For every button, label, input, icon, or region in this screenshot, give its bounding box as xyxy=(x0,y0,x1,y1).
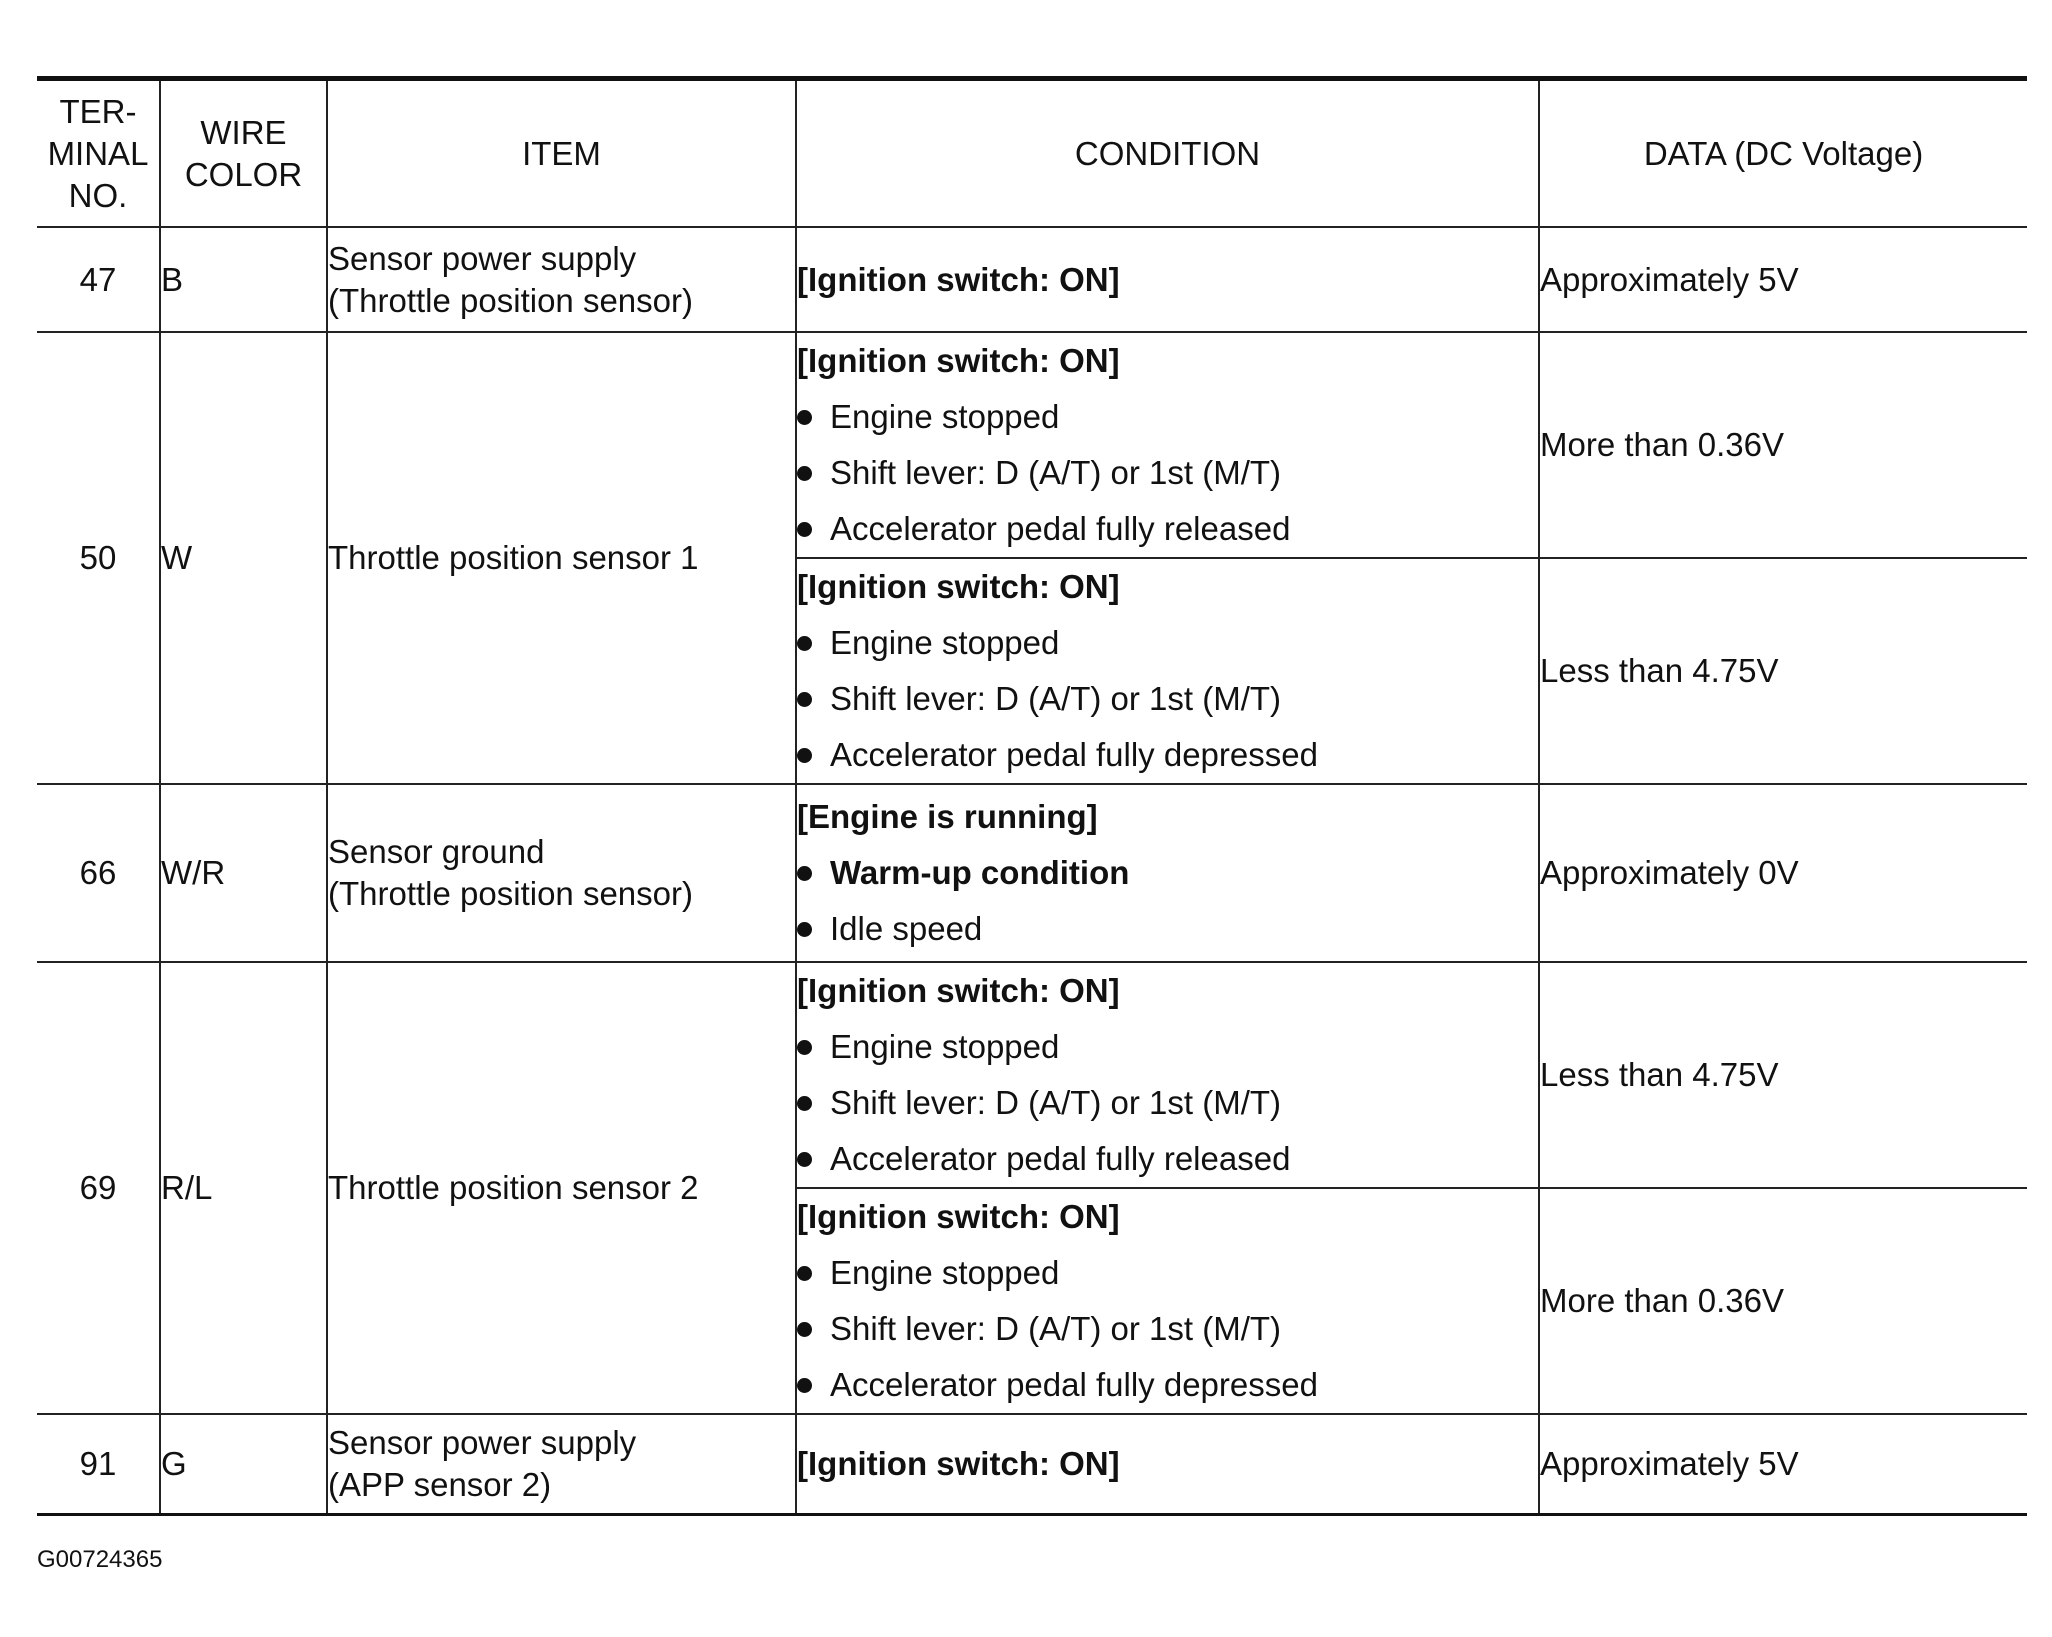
table-body xyxy=(37,227,2027,1515)
condition-bullet-text: Shift lever: D (A/T) or 1st (M/T) xyxy=(830,1084,1282,1121)
terminal-no-cell: 50 xyxy=(37,332,160,784)
condition-bullet xyxy=(797,901,1538,957)
terminal-data-table xyxy=(37,76,2027,1516)
item-cell xyxy=(327,1414,796,1515)
condition-heading: [Ignition switch: ON] xyxy=(797,568,1120,605)
condition-bullet xyxy=(797,1301,1538,1357)
header-wire-color: WIRE COLOR xyxy=(160,79,327,228)
condition-bullet xyxy=(797,727,1538,783)
bullet-dot-icon xyxy=(797,1152,812,1167)
item-text-line: (Throttle position sensor) xyxy=(328,281,693,319)
condition-bullet xyxy=(797,1245,1538,1301)
item-cell xyxy=(327,962,796,1414)
bullet-dot-icon xyxy=(797,466,812,481)
item-text-line: Sensor ground xyxy=(328,833,545,870)
wire-color-cell: W/R xyxy=(160,784,327,962)
condition-bullet xyxy=(797,501,1538,557)
item-cell xyxy=(327,784,796,962)
dc-voltage-cell: Less than 4.75V xyxy=(1539,962,2027,1188)
condition-cell xyxy=(796,332,1539,558)
item-text-line: (Throttle position sensor) xyxy=(328,875,693,912)
bullet-dot-icon xyxy=(797,1266,812,1281)
dc-voltage-cell: Approximately 5V xyxy=(1539,1414,2027,1515)
condition-bullet xyxy=(797,1075,1538,1131)
condition-bullet xyxy=(797,445,1538,501)
table-row xyxy=(37,227,2027,332)
table-row xyxy=(37,784,2027,962)
condition-heading: [Ignition switch: ON] xyxy=(797,342,1120,379)
condition-bullet-text: Shift lever: D (A/T) or 1st (M/T) xyxy=(830,454,1282,491)
item-text-line: (APP sensor 2) xyxy=(328,1466,552,1503)
wire-color-cell: W xyxy=(160,332,327,784)
header-condition: CONDITION xyxy=(796,79,1539,228)
condition-bullet-text: Engine stopped xyxy=(830,624,1060,661)
header-row xyxy=(37,79,2027,228)
condition-bullet-text: Accelerator pedal fully released xyxy=(830,1140,1291,1177)
item-text-line: Sensor power supply xyxy=(328,1424,637,1461)
condition-bullet-text: Idle speed xyxy=(830,910,983,947)
condition-bullet xyxy=(797,1131,1538,1187)
dc-voltage-cell: More than 0.36V xyxy=(1539,332,2027,558)
condition-bullet xyxy=(797,615,1538,671)
bullet-dot-icon xyxy=(797,922,812,937)
bullet-dot-icon xyxy=(797,1322,812,1337)
condition-bullet-text: Shift lever: D (A/T) or 1st (M/T) xyxy=(830,1310,1282,1347)
condition-bullet-text: Engine stopped xyxy=(830,398,1060,435)
condition-bullet xyxy=(797,671,1538,727)
condition-cell xyxy=(796,558,1539,784)
figure-id: G00724365 xyxy=(37,1546,163,1573)
bullet-dot-icon xyxy=(797,636,812,651)
condition-cell xyxy=(796,784,1539,962)
header-item: ITEM xyxy=(327,79,796,228)
table-row xyxy=(37,332,2027,558)
bullet-dot-icon xyxy=(797,866,812,881)
terminal-no-cell: 69 xyxy=(37,962,160,1414)
condition-bullet xyxy=(797,389,1538,445)
item-text-line: Throttle position sensor 1 xyxy=(328,539,699,576)
bullet-dot-icon xyxy=(797,410,812,425)
bullet-dot-icon xyxy=(797,692,812,707)
wire-color-cell: G xyxy=(160,1414,327,1515)
bullet-dot-icon xyxy=(797,1378,812,1393)
condition-bullet-text: Accelerator pedal fully depressed xyxy=(830,736,1318,773)
table-row xyxy=(37,1414,2027,1515)
condition-cell xyxy=(796,227,1539,332)
dc-voltage-cell: Less than 4.75V xyxy=(1539,558,2027,784)
dc-voltage-cell: More than 0.36V xyxy=(1539,1188,2027,1414)
condition-bullet xyxy=(797,1357,1538,1413)
dc-voltage-cell: Approximately 0V xyxy=(1539,784,2027,962)
condition-heading: [Ignition switch: ON] xyxy=(797,260,1120,298)
document-page xyxy=(37,76,2027,1516)
wire-color-cell: B xyxy=(160,227,327,332)
item-text-line: Sensor power supply xyxy=(328,239,637,277)
condition-bullet-text: Accelerator pedal fully depressed xyxy=(830,1366,1318,1403)
condition-bullet-text: Shift lever: D (A/T) or 1st (M/T) xyxy=(830,680,1282,717)
bullet-dot-icon xyxy=(797,1040,812,1055)
condition-bullet xyxy=(797,1019,1538,1075)
condition-bullet-text: Engine stopped xyxy=(830,1028,1060,1065)
condition-heading: [Ignition switch: ON] xyxy=(797,1445,1120,1482)
condition-heading: [Ignition switch: ON] xyxy=(797,1198,1120,1235)
condition-heading: [Engine is running] xyxy=(797,798,1098,835)
condition-bullet-text: Warm-up condition xyxy=(830,854,1130,891)
item-cell xyxy=(327,332,796,784)
bullet-dot-icon xyxy=(797,1096,812,1111)
terminal-no-cell: 91 xyxy=(37,1414,160,1515)
item-text-line: Throttle position sensor 2 xyxy=(328,1169,699,1206)
table-row xyxy=(37,962,2027,1188)
condition-cell xyxy=(796,1188,1539,1414)
header-data: DATA (DC Voltage) xyxy=(1539,79,2027,228)
condition-cell xyxy=(796,1414,1539,1515)
header-terminal-no: TER- MINAL NO. xyxy=(37,79,160,228)
condition-bullet-text: Accelerator pedal fully released xyxy=(830,510,1291,547)
condition-bullet-text: Engine stopped xyxy=(830,1254,1060,1291)
terminal-no-cell: 66 xyxy=(37,784,160,962)
bullet-dot-icon xyxy=(797,748,812,763)
terminal-no-cell: 47 xyxy=(37,227,160,332)
condition-heading: [Ignition switch: ON] xyxy=(797,972,1120,1009)
bullet-dot-icon xyxy=(797,522,812,537)
condition-bullet xyxy=(797,845,1538,901)
wire-color-cell: R/L xyxy=(160,962,327,1414)
item-cell xyxy=(327,227,796,332)
dc-voltage-cell: Approximately 5V xyxy=(1539,227,2027,332)
condition-cell xyxy=(796,962,1539,1188)
